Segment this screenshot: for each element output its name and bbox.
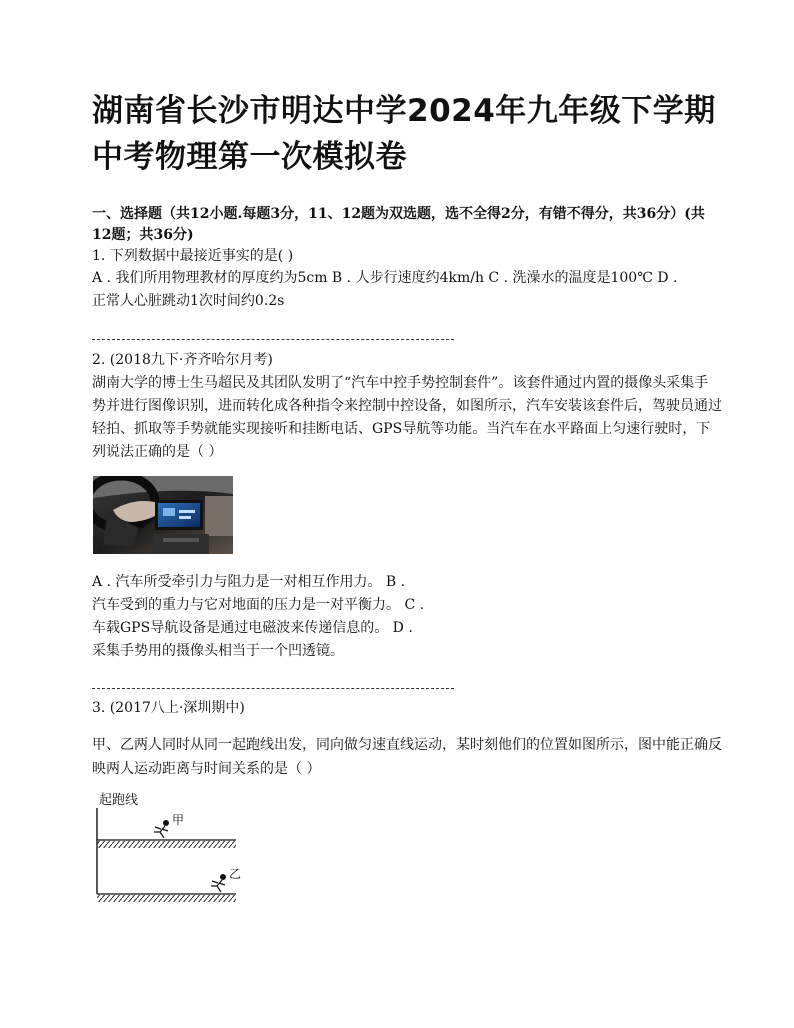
question-2-stem: 湖南大学的博士生马超民及其团队发明了“汽车中控手势控制套件”。该套件通过内置的摄像头采集手势并进行图像识别，进而转化成各种指令来控制中控设备，如图所示，汽车安装该套件后，驾驶员通过轻拍、抓取等手势就能实现接听和挂断电话、GPS导航等功能。当汽车在水平路面上匀速行驶时，下列说法正确的是（ ）: [92, 375, 722, 460]
start-line-label: 起跑线: [99, 793, 139, 808]
question-2-option-b: 汽车受到的重力与它对地面的压力是一对平衡力。 C .: [92, 597, 425, 613]
runner-jia-label: 甲: [172, 813, 185, 827]
separator-line: [92, 688, 454, 689]
document-title: 湖南省长沙市明达中学2024年九年级下学期中考物理第一次模拟卷: [92, 93, 716, 175]
question-1-options-line2: 正常人心脏跳动1次时间约0.2s: [92, 293, 285, 309]
track-lower-hatch: [97, 895, 236, 902]
car-photo-image: [93, 476, 233, 554]
question-2-option-c: 车载GPS导航设备是通过电磁波来传递信息的。 D .: [92, 620, 413, 636]
runner-jia-icon: [154, 821, 168, 838]
track-upper-hatch: [97, 841, 236, 848]
question-3-stem: 甲、乙两人同时从同一起跑线出发，同向做匀速直线运动，某时刻他们的位置如图所示，图中能正确反映两人运动距离与时间关系的是（ ）: [92, 737, 722, 777]
separator-line: [92, 339, 454, 340]
car-gesture-control-photo: [93, 476, 233, 554]
question-2-option-a: A . 汽车所受牵引力与阻力是一对相互作用力。 B .: [92, 574, 406, 590]
section-heading: 一、选择题（共12小题.每题3分，11、12题为双选题，选不全得2分，有错不得分，共36分）(共12题；共36分): [92, 206, 705, 243]
runner-yi-label: 乙: [229, 867, 242, 881]
race-figure-diagram: [92, 790, 252, 908]
question-2-source: 2. (2018九下·齐齐哈尔月考): [92, 352, 273, 368]
question-3-source: 3. (2017八上·深圳期中): [92, 700, 245, 716]
runner-yi-icon: [211, 875, 225, 892]
question-1-options-line1: A . 我们所用物理教材的厚度约为5cm B . 人步行速度约4km/h C . 洗澡水的温度是100℃ D .: [92, 270, 678, 286]
question-1-stem: 1. 下列数据中最接近事实的是( ): [92, 248, 294, 264]
race-start-figure: [92, 790, 252, 908]
question-2-option-d: 采集手势用的摄像头相当于一个凹透镜。: [92, 643, 344, 659]
